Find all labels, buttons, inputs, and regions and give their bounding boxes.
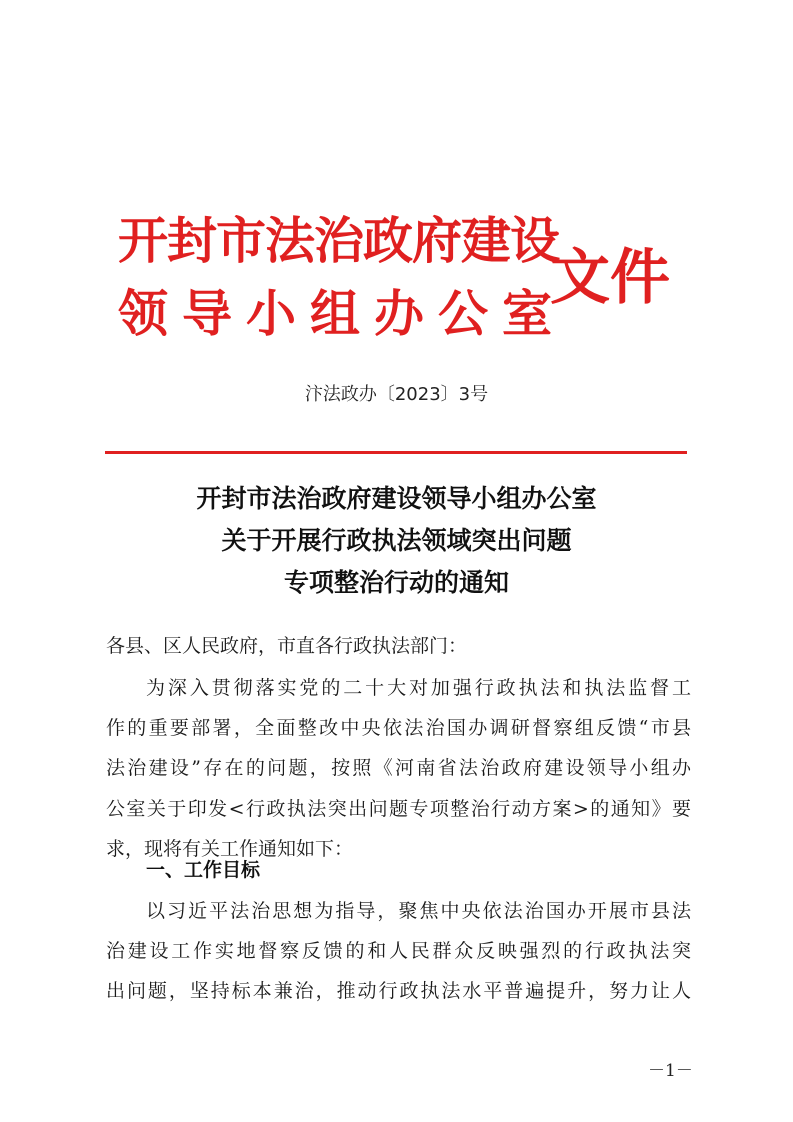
document-number: 汴法政办〔2023〕3号: [304, 384, 489, 405]
section-heading: 一、工作目标: [146, 859, 261, 881]
paragraph-line: 公室关于印发<行政执法突出问题专项整治行动方案>的通知》要: [106, 798, 691, 820]
paragraph-line: 以习近平法治思想为指导，聚焦中央依法治国办开展市县法: [146, 900, 691, 922]
paragraph-line: 求，现将有关工作通知如下：: [106, 838, 354, 860]
salutation: 各县、区人民政府，市直各行政执法部门：: [106, 635, 468, 657]
paragraph-line: 为深入贯彻落实党的二十大对加强行政执法和执法监督工: [146, 677, 691, 699]
paragraph-line: 出问题，坚持标本兼治，推动行政执法水平普遍提升，努力让人: [106, 980, 691, 1002]
issuer-name-line-1: 开封市法治政府建设: [118, 211, 559, 270]
page-number: －1－: [648, 1061, 693, 1081]
title-line-3: 专项整治行动的通知: [283, 568, 509, 597]
paragraph-line: 治建设工作实地督察反馈的和人民群众反映强烈的行政执法突: [106, 940, 691, 962]
red-header: [118, 212, 678, 352]
paragraph-line: 作的重要部署，全面整改中央依法治国办调研督察组反馈“市县: [106, 717, 691, 739]
document-title: [0, 478, 793, 604]
title-line-2: 关于开展行政执法领域突出问题: [221, 526, 572, 555]
issuer-name-line-2: 领导小组办公室: [118, 284, 566, 343]
document-type-label: 文件: [550, 243, 670, 313]
paragraph-line: 法治建设”存在的问题，按照《河南省法治政府建设领导小组办: [106, 757, 691, 779]
title-line-1: 开封市法治政府建设领导小组办公室: [196, 484, 597, 513]
red-separator-line: [105, 451, 687, 454]
